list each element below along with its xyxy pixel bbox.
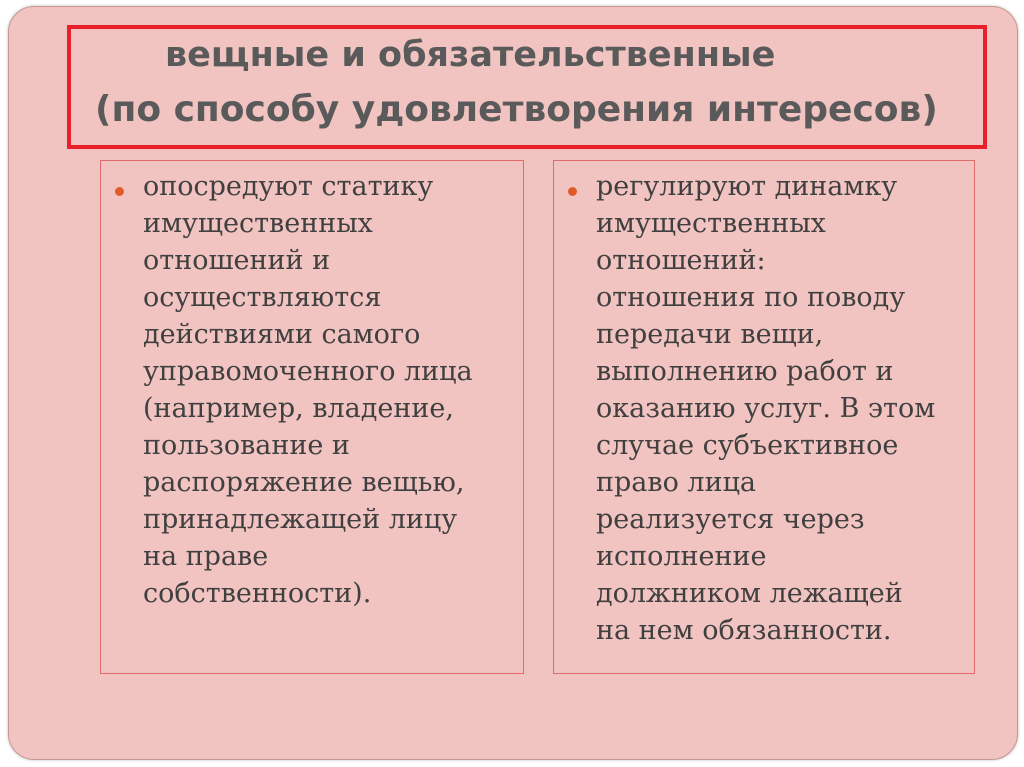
title-box: [67, 25, 987, 149]
right-column-text: регулируют динамку имущественных отношений: отношения по поводу передачи вещи, выполнению работ и оказанию услуг. В этом случае субъективное право лица реализуется через исполнение должником лежащей на нем обязанности.: [596, 171, 936, 646]
bullet-icon: [568, 187, 577, 196]
slide-title: вещные и обязательственные: [165, 35, 776, 75]
left-column: [100, 160, 524, 674]
slide: [8, 6, 1018, 760]
right-column: [553, 160, 975, 674]
slide-subtitle: (по способу удовлетворения интересов): [95, 89, 938, 130]
bullet-icon: [115, 187, 124, 196]
left-column-text: опосредуют статику имущественных отношений и осуществляются действиями самого управомоченного лица (например, владение, пользование и распоряжение вещью, принадлежащей лицу на праве собственности).: [143, 171, 473, 609]
